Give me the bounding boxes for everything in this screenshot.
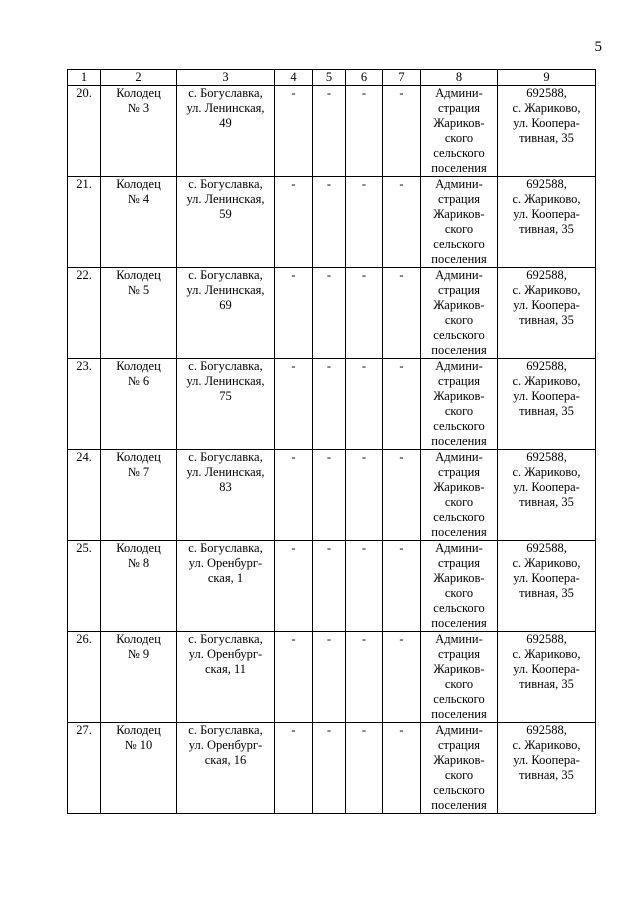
owner-cell [421, 632, 498, 723]
row-number-cell: 23. [68, 359, 101, 450]
header-cell: 3 [177, 70, 275, 86]
cell-line: поселения [431, 616, 487, 630]
cell-line: ского [444, 131, 474, 145]
dash-cell: - [346, 632, 383, 723]
cell-line: с. Жариково, [512, 283, 581, 297]
cell-line: ул. Коопера- [513, 753, 580, 767]
cell-line: ул. Ленинская, [186, 101, 265, 115]
cell-line: с. Жариково, [512, 647, 581, 661]
object-address-cell [177, 86, 275, 177]
table-row [68, 268, 596, 359]
dash-cell: - [275, 359, 313, 450]
cell-line: сельского [433, 146, 485, 160]
cell-line: ская, 11 [204, 662, 246, 676]
dash-cell: - [383, 723, 421, 814]
cell-line: с. Жариково, [512, 738, 581, 752]
cell-line: ул. Коопера- [513, 207, 580, 221]
owner-cell [421, 86, 498, 177]
cell-line: Админи- [435, 268, 483, 282]
owner-address-cell [498, 723, 596, 814]
dash-cell: - [346, 177, 383, 268]
dash-cell: - [383, 268, 421, 359]
cell-line: поселения [431, 434, 487, 448]
cell-line: поселения [431, 525, 487, 539]
dash-cell: - [313, 450, 346, 541]
object-name-cell [101, 268, 177, 359]
cell-line: ского [444, 677, 474, 691]
cell-line: ул. Ленинская, [186, 283, 265, 297]
owner-cell [421, 541, 498, 632]
header-cell: 8 [421, 70, 498, 86]
header-cell: 5 [313, 70, 346, 86]
cell-line: ул. Оренбург- [188, 738, 263, 752]
cell-line: сельского [433, 601, 485, 615]
dash-cell: - [346, 268, 383, 359]
cell-line: Жариков- [433, 298, 485, 312]
cell-line: ская, 16 [204, 753, 247, 767]
cell-line: тивная, 35 [519, 313, 574, 327]
cell-line: Жариков- [433, 116, 485, 130]
dash-cell: - [275, 632, 313, 723]
cell-line: с. Жариково, [512, 192, 581, 206]
object-name-cell [101, 632, 177, 723]
owner-address-cell [498, 541, 596, 632]
cell-line: страция [437, 192, 481, 206]
dash-cell: - [313, 632, 346, 723]
header-cell: 4 [275, 70, 313, 86]
dash-cell: - [383, 359, 421, 450]
object-name-cell [101, 541, 177, 632]
cell-line: ул. Коопера- [513, 571, 580, 585]
cell-line: поселения [431, 707, 487, 721]
cell-line: 692588, [526, 723, 567, 737]
registry-table [67, 69, 596, 814]
dash-cell: - [275, 86, 313, 177]
cell-line: тивная, 35 [519, 495, 574, 509]
cell-line: с. Жариково, [512, 101, 581, 115]
cell-line: Колодец [116, 268, 161, 282]
table-body [68, 70, 596, 814]
cell-line: № 10 [124, 738, 153, 752]
dash-cell: - [346, 541, 383, 632]
cell-line: Админи- [435, 450, 483, 464]
cell-line: 49 [219, 116, 232, 130]
cell-line: 692588, [526, 86, 567, 100]
cell-line: 75 [219, 389, 232, 403]
owner-cell [421, 359, 498, 450]
cell-line: Колодец [116, 359, 161, 373]
cell-line: с. Богуславка, [188, 632, 263, 646]
object-name-cell [101, 450, 177, 541]
cell-line: с. Богуславка, [188, 723, 263, 737]
cell-line: поселения [431, 161, 487, 175]
dash-cell: - [383, 86, 421, 177]
cell-line: Админи- [435, 723, 483, 737]
owner-cell [421, 450, 498, 541]
table-row [68, 359, 596, 450]
cell-line: № 4 [127, 192, 150, 206]
row-number-cell: 24. [68, 450, 101, 541]
row-number-cell: 25. [68, 541, 101, 632]
header-cell: 1 [68, 70, 101, 86]
cell-line: тивная, 35 [519, 131, 574, 145]
cell-line: № 9 [127, 647, 150, 661]
cell-line: сельского [433, 783, 485, 797]
cell-line: 83 [219, 480, 232, 494]
cell-line: 59 [219, 207, 232, 221]
cell-line: ул. Коопера- [513, 480, 580, 494]
page-number: 5 [594, 39, 602, 55]
dash-cell: - [275, 268, 313, 359]
cell-line: тивная, 35 [519, 768, 574, 782]
cell-line: 692588, [526, 541, 567, 555]
cell-line: сельского [433, 510, 485, 524]
cell-line: Колодец [116, 541, 161, 555]
dash-cell: - [275, 177, 313, 268]
cell-line: ул. Коопера- [513, 116, 580, 130]
cell-line: с. Богуславка, [188, 450, 263, 464]
owner-cell [421, 268, 498, 359]
object-address-cell [177, 541, 275, 632]
cell-line: Жариков- [433, 480, 485, 494]
cell-line: Колодец [116, 86, 161, 100]
cell-line: сельского [433, 419, 485, 433]
cell-line: Колодец [116, 632, 161, 646]
cell-line: с. Богуславка, [188, 268, 263, 282]
cell-line: № 5 [127, 283, 150, 297]
owner-address-cell [498, 86, 596, 177]
object-address-cell [177, 450, 275, 541]
cell-line: ского [444, 495, 474, 509]
dash-cell: - [275, 723, 313, 814]
cell-line: ского [444, 586, 474, 600]
object-address-cell [177, 177, 275, 268]
cell-line: с. Жариково, [512, 556, 581, 570]
object-name-cell [101, 86, 177, 177]
dash-cell: - [313, 177, 346, 268]
table-row [68, 632, 596, 723]
cell-line: № 6 [127, 374, 150, 388]
dash-cell: - [313, 541, 346, 632]
cell-line: Жариков- [433, 389, 485, 403]
object-name-cell [101, 177, 177, 268]
cell-line: с. Богуславка, [188, 86, 263, 100]
table-row [68, 450, 596, 541]
dash-cell: - [383, 177, 421, 268]
cell-line: ул. Ленинская, [186, 374, 265, 388]
cell-line: страция [437, 556, 481, 570]
table-row [68, 541, 596, 632]
row-number-cell: 27. [68, 723, 101, 814]
cell-line: ул. Коопера- [513, 662, 580, 676]
cell-line: Админи- [435, 359, 483, 373]
cell-line: сельского [433, 328, 485, 342]
table-row [68, 86, 596, 177]
cell-line: сельского [433, 237, 485, 251]
object-address-cell [177, 359, 275, 450]
cell-line: 692588, [526, 177, 567, 191]
dash-cell: - [383, 632, 421, 723]
dash-cell: - [313, 359, 346, 450]
owner-cell [421, 177, 498, 268]
cell-line: ул. Оренбург- [188, 556, 263, 570]
cell-line: ул. Коопера- [513, 298, 580, 312]
cell-line: 692588, [526, 632, 567, 646]
dash-cell: - [346, 359, 383, 450]
cell-line: с. Жариково, [512, 374, 581, 388]
cell-line: № 8 [127, 556, 150, 570]
cell-line: Админи- [435, 86, 483, 100]
owner-address-cell [498, 632, 596, 723]
cell-line: с. Богуславка, [188, 359, 263, 373]
cell-line: поселения [431, 252, 487, 266]
cell-line: ул. Коопера- [513, 389, 580, 403]
cell-line: с. Богуславка, [188, 177, 263, 191]
dash-cell: - [346, 86, 383, 177]
header-cell: 6 [346, 70, 383, 86]
cell-line: страция [437, 465, 481, 479]
owner-cell [421, 723, 498, 814]
object-address-cell [177, 268, 275, 359]
dash-cell: - [275, 541, 313, 632]
dash-cell: - [275, 450, 313, 541]
cell-line: тивная, 35 [519, 586, 574, 600]
row-number-cell: 22. [68, 268, 101, 359]
row-number-cell: 20. [68, 86, 101, 177]
owner-address-cell [498, 450, 596, 541]
cell-line: Колодец [116, 450, 161, 464]
cell-line: № 3 [127, 101, 150, 115]
row-number-cell: 21. [68, 177, 101, 268]
object-address-cell [177, 632, 275, 723]
cell-line: страция [437, 738, 481, 752]
cell-line: ул. Ленинская, [186, 192, 265, 206]
table-row [68, 177, 596, 268]
owner-address-cell [498, 359, 596, 450]
cell-line: 69 [219, 298, 232, 312]
object-address-cell [177, 723, 275, 814]
cell-line: поселения [431, 798, 487, 812]
cell-line: страция [437, 647, 481, 661]
header-cell: 2 [101, 70, 177, 86]
cell-line: ского [444, 222, 474, 236]
dash-cell: - [313, 86, 346, 177]
cell-line: Колодец [116, 723, 161, 737]
header-row [68, 70, 596, 86]
cell-line: Админи- [435, 632, 483, 646]
cell-line: тивная, 35 [519, 677, 574, 691]
cell-line: Жариков- [433, 753, 485, 767]
cell-line: Админи- [435, 177, 483, 191]
cell-line: тивная, 35 [519, 222, 574, 236]
cell-line: 692588, [526, 450, 567, 464]
owner-address-cell [498, 177, 596, 268]
dash-cell: - [383, 541, 421, 632]
dash-cell: - [346, 450, 383, 541]
cell-line: сельского [433, 692, 485, 706]
object-name-cell [101, 359, 177, 450]
cell-line: ул. Ленинская, [186, 465, 265, 479]
cell-line: Жариков- [433, 662, 485, 676]
cell-line: страция [437, 283, 481, 297]
object-name-cell [101, 723, 177, 814]
table-row [68, 723, 596, 814]
cell-line: 692588, [526, 268, 567, 282]
cell-line: Жариков- [433, 571, 485, 585]
row-number-cell: 26. [68, 632, 101, 723]
cell-line: Жариков- [433, 207, 485, 221]
dash-cell: - [313, 723, 346, 814]
cell-line: страция [437, 374, 481, 388]
cell-line: ул. Оренбург- [188, 647, 263, 661]
cell-line: с. Богуславка, [188, 541, 263, 555]
cell-line: ского [444, 313, 474, 327]
header-cell: 9 [498, 70, 596, 86]
header-cell: 7 [383, 70, 421, 86]
dash-cell: - [313, 268, 346, 359]
cell-line: Админи- [435, 541, 483, 555]
cell-line: 692588, [526, 359, 567, 373]
cell-line: с. Жариково, [512, 465, 581, 479]
cell-line: страция [437, 101, 481, 115]
cell-line: ская, 1 [207, 571, 244, 585]
owner-address-cell [498, 268, 596, 359]
cell-line: ского [444, 768, 474, 782]
cell-line: № 7 [127, 465, 150, 479]
cell-line: поселения [431, 343, 487, 357]
dash-cell: - [346, 723, 383, 814]
cell-line: ского [444, 404, 474, 418]
cell-line: Колодец [116, 177, 161, 191]
dash-cell: - [383, 450, 421, 541]
cell-line: тивная, 35 [519, 404, 574, 418]
